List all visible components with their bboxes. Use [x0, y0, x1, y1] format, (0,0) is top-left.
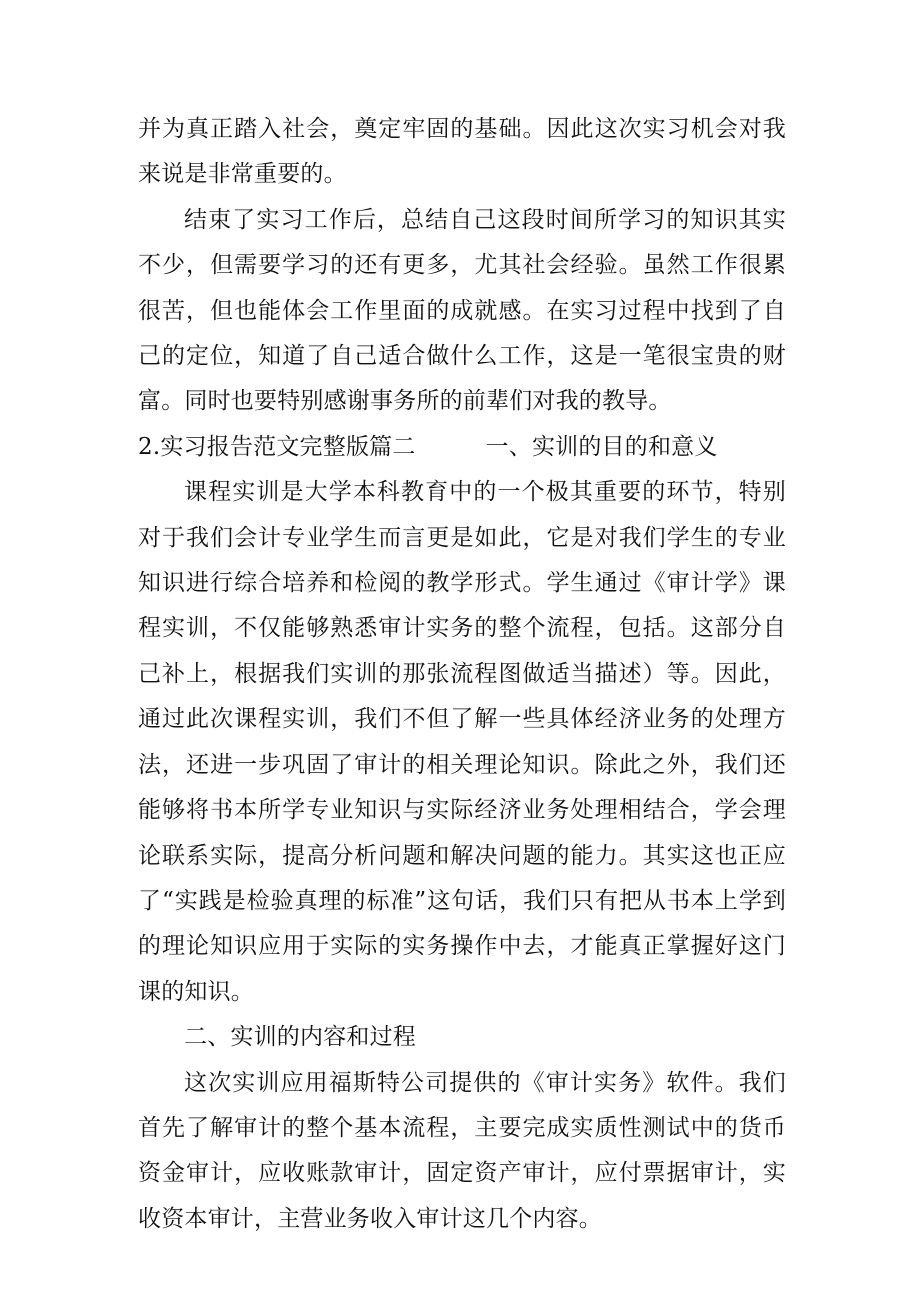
paragraph-continuation: 并为真正踏入社会，奠定牢固的基础。因此这次实习机会对我来说是非常重要的。: [138, 116, 786, 188]
paragraph-summary: 结束了实习工作后，总结自己这段时间所学习的知识其实不少，但需要学习的还有更多，尤其社会经验。虽然工作很累很苦，但也能体会工作里面的成就感。在实习过程中找到了自己的定位，知道了自己适合做什么工作，这是一笔很宝贵的财富。同时也要特别感谢事务所的前辈们对我的教导。: [138, 206, 786, 415]
section-title: 2.实习报告范文完整版篇二: [138, 433, 416, 460]
paragraph-purpose: 课程实训是大学本科教育中的一个极其重要的环节，特别对于我们会计专业学生而言更是如此，它是对我们学生的专业知识进行综合培养和检阅的教学形式。学生通过《审计学》课程实训，不仅能够熟悉审计实务的整个流程，包括。这部分自己补上，根据我们实训的那张流程图做适当描述）等。因此，通过此次课程实训，我们不但了解一些具体经济业务的处理方法，还进一步巩固了审计的相关理论知识。除此之外，我们还能够将书本所学专业知识与实际经济业务处理相结合，学会理论联系实际，提高分析问题和解决问题的能力。其实这也正应了“实践是检验真理的标准”这句话，我们只有把从书本上学到的理论知识应用于实际的实务操作中去，才能真正掌握好这门课的知识。: [138, 479, 786, 1005]
subheading-purpose: 一、实训的目的和意义: [485, 433, 718, 460]
subheading-content: 二、实训的内容和过程: [184, 1024, 416, 1051]
section-heading-line: [138, 425, 786, 470]
paragraph-content: 这次实训应用福斯特公司提供的《审计实务》软件。我们首先了解审计的整个基本流程，主要完成实质性测试中的货币资金审计，应收账款审计，固定资产审计，应付票据审计，实收资本审计，主营业务收入审计这几个内容。: [138, 1069, 786, 1232]
document-body: [138, 107, 786, 1242]
